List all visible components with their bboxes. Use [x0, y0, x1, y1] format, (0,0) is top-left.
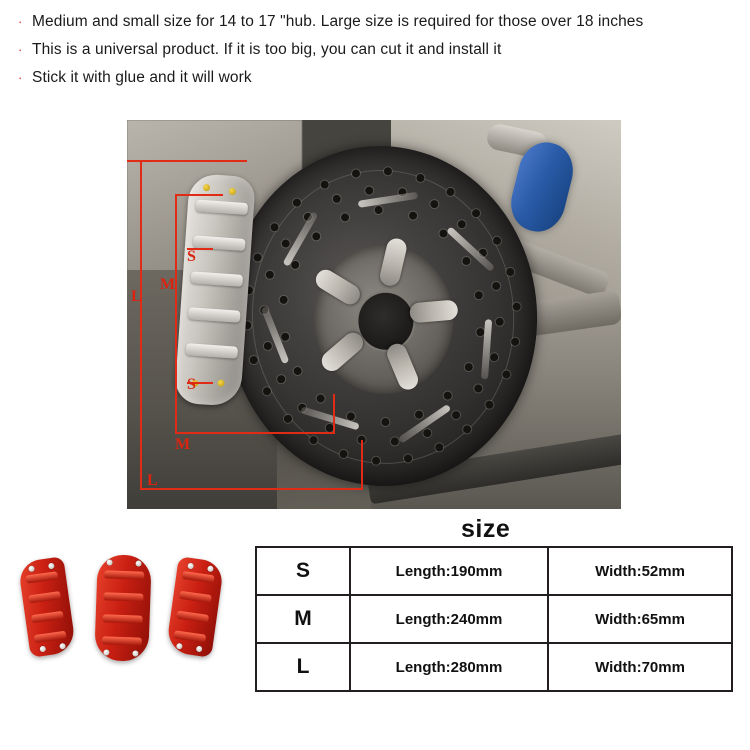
table-row — [256, 595, 732, 643]
rotor-hole — [492, 236, 501, 245]
rotor-hole — [444, 392, 453, 401]
caliper-bolt — [229, 188, 236, 195]
cover-fin — [103, 592, 143, 601]
bullet-dot-icon: · — [18, 14, 23, 29]
cover-fin — [102, 636, 142, 645]
bullet-text: Medium and small size for 14 to 17 "hub. Large size is required for those over 18 inches — [32, 13, 644, 30]
feature-bullet-list — [0, 0, 750, 87]
size-label-cell: M — [256, 595, 350, 643]
rotor-hole — [266, 271, 275, 280]
guide-line-right-tick — [361, 440, 363, 490]
red-caliper-covers-image — [14, 545, 234, 675]
bullet-dot-icon: · — [18, 70, 23, 85]
rotor-slot — [397, 404, 450, 444]
rotor-hole — [293, 367, 302, 376]
rotor-hole — [339, 450, 348, 459]
cover-fin — [173, 630, 206, 642]
cover-stud — [106, 559, 112, 565]
rotor-slot — [446, 227, 495, 273]
rotor-hole — [249, 355, 258, 364]
rotor-hole — [320, 180, 329, 189]
list-item — [18, 68, 750, 87]
table-row — [256, 643, 732, 691]
size-label-cell: L — [256, 643, 350, 691]
caliper-cover-center — [94, 554, 152, 662]
rotor-hole — [280, 295, 289, 304]
guide-line-M-bottom — [175, 432, 335, 434]
rotor-hole — [291, 261, 300, 270]
list-item — [18, 12, 750, 31]
size-table — [255, 546, 733, 692]
bullet-text: This is a universal product. If it is too big, you can cut it and install it — [32, 41, 502, 58]
cover-stud — [103, 649, 109, 655]
cover-fin — [104, 570, 144, 579]
size-length-cell: Length:190mm — [350, 547, 548, 595]
brake-rotor-caliper-photo — [127, 120, 621, 509]
rotor-hole — [430, 200, 439, 209]
rotor-hole — [476, 328, 485, 337]
rotor-hole — [333, 195, 342, 204]
guide-line-L-bottom — [140, 488, 362, 490]
rotor-hole — [312, 232, 321, 241]
rotor-hole — [384, 167, 393, 176]
bullet-text: Stick it with glue and it will work — [32, 69, 252, 86]
cover-stud — [39, 646, 46, 653]
rotor-hole — [423, 429, 432, 438]
cover-stud — [176, 643, 183, 650]
rotor-hole — [270, 223, 279, 232]
caliper-cover-left — [18, 556, 77, 657]
cover-fin — [182, 571, 215, 583]
rotor-hole — [463, 425, 472, 434]
caliper-bolt — [203, 184, 210, 191]
cover-fin — [34, 631, 67, 643]
rotor-hole — [489, 353, 498, 362]
rotor-hole — [281, 332, 290, 341]
annotation-label-S-upper: S — [187, 248, 196, 265]
guide-line-M-vertical — [175, 194, 177, 432]
rotor-hole — [506, 268, 515, 277]
caliper-fin — [188, 307, 241, 323]
cover-stud — [48, 563, 55, 570]
rotor-hole — [502, 371, 511, 380]
rotor-hole — [404, 454, 413, 463]
rotor-hole — [381, 418, 390, 427]
rotor-hole — [371, 456, 380, 465]
rotor-hole — [341, 213, 350, 222]
rotor-hole — [511, 337, 520, 346]
rotor-hole — [263, 387, 272, 396]
table-row — [256, 547, 732, 595]
rotor-hole — [416, 173, 425, 182]
annotation-label-L-bottom: L — [147, 472, 158, 489]
size-width-cell: Width:65mm — [548, 595, 732, 643]
list-item — [18, 40, 750, 59]
caliper-fin — [195, 199, 248, 215]
rotor-hole — [462, 257, 471, 266]
cover-fin — [176, 611, 209, 623]
rotor-hole — [409, 211, 418, 220]
size-length-cell: Length:240mm — [350, 595, 548, 643]
cover-fin — [25, 571, 58, 583]
guide-line-inner-tick — [333, 394, 335, 434]
photo-background — [127, 120, 621, 509]
rotor-hole — [474, 385, 483, 394]
rotor-hole — [452, 411, 461, 420]
rotor-hole — [458, 220, 467, 229]
caliper-cover-right — [166, 556, 225, 657]
rotor-hole — [316, 394, 325, 403]
caliper-fin — [190, 271, 243, 287]
rotor-hole — [365, 186, 374, 195]
annotation-label-M-bottom: M — [175, 436, 191, 453]
guide-line-L-vertical — [140, 160, 142, 490]
cover-stud — [207, 565, 214, 572]
rotor-hole — [513, 302, 522, 311]
bullet-dot-icon: · — [18, 42, 23, 57]
rotor-slot — [357, 192, 417, 208]
guide-line-M-top — [175, 194, 223, 196]
cover-stud — [187, 563, 194, 570]
cover-stud — [28, 565, 35, 572]
rotor-hole — [309, 436, 318, 445]
cover-stud — [196, 646, 203, 653]
rotor-hole — [254, 253, 263, 262]
caliper-bolt — [217, 379, 224, 386]
rotor-hole — [492, 282, 501, 291]
rotor-hole — [283, 415, 292, 424]
rotor-hole — [465, 363, 474, 372]
cover-stud — [135, 560, 141, 566]
guide-line-top — [127, 160, 247, 162]
cover-stud — [59, 643, 66, 650]
rotor-hole — [390, 437, 399, 446]
rotor-hole — [351, 169, 360, 178]
size-width-cell: Width:52mm — [548, 547, 732, 595]
cover-fin — [28, 591, 61, 603]
size-length-cell: Length:280mm — [350, 643, 548, 691]
annotation-label-S-lower: S — [187, 376, 196, 393]
rotor-hole — [281, 239, 290, 248]
rotor-hole — [472, 209, 481, 218]
size-label-cell: S — [256, 547, 350, 595]
rotor-hole — [293, 198, 302, 207]
rotor-hole — [264, 342, 273, 351]
cover-fin — [31, 611, 64, 623]
caliper-fin — [185, 343, 238, 359]
cover-fin — [179, 591, 212, 603]
size-width-cell: Width:70mm — [548, 643, 732, 691]
cover-fin — [102, 614, 142, 623]
size-section-title: size — [461, 515, 511, 543]
rotor-hole — [475, 291, 484, 300]
rotor-hole — [414, 411, 423, 420]
rotor-hole — [485, 401, 494, 410]
annotation-label-L-vertical: L — [131, 288, 142, 305]
rotor-hole — [435, 444, 444, 453]
rotor-hole — [446, 187, 455, 196]
rotor-hole — [375, 206, 384, 215]
rotor-hole — [277, 375, 286, 384]
cover-stud — [132, 650, 138, 656]
rotor-hole — [495, 317, 504, 326]
annotation-label-M-vertical: M — [160, 276, 176, 293]
